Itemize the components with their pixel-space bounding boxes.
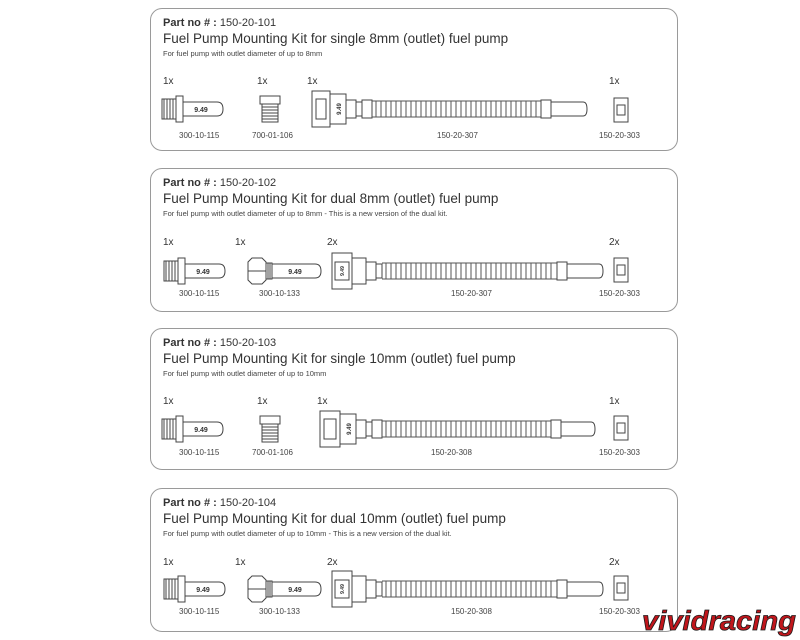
item-code: 150-20-308 [431,448,472,457]
item-code: 300-10-115 [179,607,220,616]
hose-size-label: 9.49 [340,584,346,594]
part-number-line: Part no # : 150-20-104 [163,497,277,509]
fitting-300-10-133 [247,255,323,287]
item-qty: 1x [235,237,246,248]
item-qty: 1x [235,557,246,568]
hose-size-label: 9.49 [340,266,346,276]
item-qty: 1x [317,396,328,407]
hose-size-label: 9.49 [337,103,343,115]
item-code: 300-10-133 [259,607,300,616]
fitting-300-10-115 [163,573,227,605]
item-qty: 2x [327,237,338,248]
item-code: 150-20-303 [599,289,640,298]
item-qty: 1x [609,396,620,407]
item-qty: 1x [163,76,174,87]
kit-title: Fuel Pump Mounting Kit for single 10mm (outlet) fuel pump [163,351,516,366]
fitting-size-label: 9.49 [288,269,302,276]
kit-card-150-20-101 [150,8,678,151]
item-code: 150-20-307 [437,131,478,140]
hose-150-20-307 [331,251,609,291]
kit-card-150-20-102 [150,168,678,312]
fitting-size-label: 9.49 [194,107,208,114]
item-code: 150-20-303 [599,448,640,457]
item-code: 300-10-115 [179,289,220,298]
fitting-size-label: 9.49 [194,427,208,434]
watermark-text: vividracing [642,605,796,636]
clamp-150-20-303 [613,97,629,123]
kit-card-150-20-103 [150,328,678,470]
corrugated-hose-body [372,101,541,117]
kit-subtitle: For fuel pump with outlet diameter of up to 10mm - This is a new version of the dual kit. [163,529,452,538]
kit-card-150-20-104 [150,488,678,632]
item-qty: 2x [327,557,338,568]
kit-subtitle: For fuel pump with outlet diameter of up to 8mm [163,49,323,58]
item-qty: 2x [609,237,620,248]
item-qty: 2x [609,557,620,568]
item-qty: 1x [257,76,268,87]
fitting-size-label: 9.49 [196,269,210,276]
corrugated-hose-body [382,263,557,279]
corrugated-hose-body [382,581,557,597]
item-qty: 1x [257,396,268,407]
kit-title: Fuel Pump Mounting Kit for dual 10mm (outlet) fuel pump [163,511,506,526]
kit-title: Fuel Pump Mounting Kit for single 8mm (outlet) fuel pump [163,31,509,46]
fitting-size-label: 9.49 [288,587,302,594]
fitting-300-10-115 [163,255,227,287]
part-number: 150-20-101 [219,17,277,29]
hose-150-20-308 [331,569,609,609]
item-qty: 1x [609,76,620,87]
kit-title: Fuel Pump Mounting Kit for dual 8mm (outlet) fuel pump [163,191,499,206]
fitting-300-10-115 [161,413,225,445]
part-number-line: Part no # : 150-20-103 [163,337,277,349]
item-qty: 1x [163,396,174,407]
part-number: 150-20-104 [219,497,277,509]
item-code: 300-10-115 [179,131,220,140]
item-code: 150-20-303 [599,607,640,616]
part-number: 150-20-102 [219,177,277,189]
item-code: 700-01-106 [252,131,293,140]
clamp-150-20-303 [613,575,629,601]
fitting-300-10-115 [161,93,225,125]
part-number-line: Part no # : 150-20-102 [163,177,277,189]
hose-150-20-308 [319,409,597,449]
item-code: 300-10-133 [259,289,300,298]
vividracing-watermark-logo [640,600,800,640]
part-number: 150-20-103 [219,337,277,349]
fitting-size-label: 9.49 [196,587,210,594]
clamp-150-20-303 [613,257,629,283]
plug-700-01-106 [259,95,281,125]
item-qty: 1x [307,76,318,87]
item-code: 150-20-303 [599,131,640,140]
plug-700-01-106 [259,415,281,445]
item-code: 150-20-307 [451,289,492,298]
item-code: 300-10-115 [179,448,220,457]
corrugated-hose-body [382,421,551,437]
item-qty: 1x [163,557,174,568]
hose-size-label: 9.49 [347,423,353,435]
item-qty: 1x [163,237,174,248]
hose-150-20-307 [311,89,589,129]
kit-subtitle: For fuel pump with outlet diameter of up to 8mm - This is a new version of the dual kit. [163,209,448,218]
part-number-line: Part no # : 150-20-101 [163,17,277,29]
item-code: 150-20-308 [451,607,492,616]
item-code: 700-01-106 [252,448,293,457]
kit-subtitle: For fuel pump with outlet diameter of up to 10mm [163,369,327,378]
fitting-300-10-133 [247,573,323,605]
clamp-150-20-303 [613,415,629,441]
